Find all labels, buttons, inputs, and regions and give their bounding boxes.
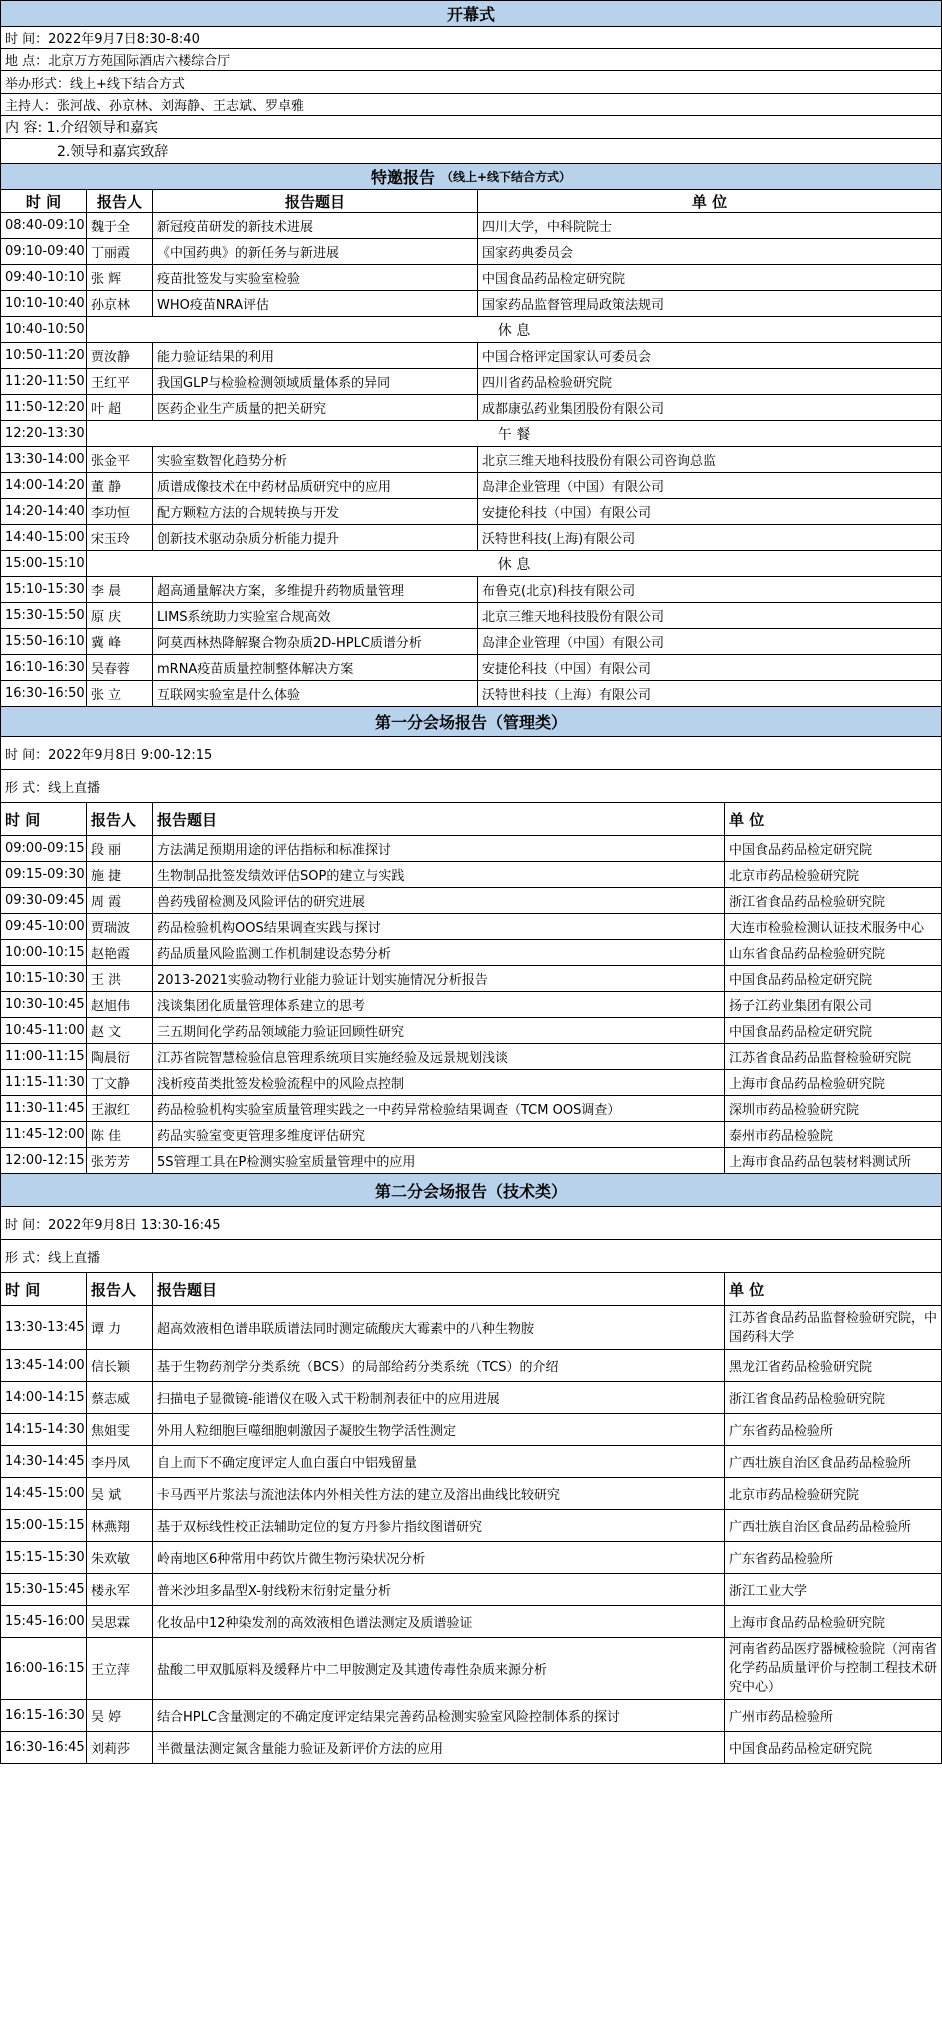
- special-row: [1, 213, 941, 239]
- session2-header-unit: 单 位: [729, 1280, 765, 1299]
- session2-row: [1, 1700, 941, 1732]
- speaker-name: 周 霞: [87, 888, 153, 913]
- report-topic: 江苏省院智慧检验信息管理系统项目实施经验及远景规划浅谈: [153, 1044, 725, 1069]
- speaker-name: 吴 婷: [87, 1700, 153, 1731]
- report-topic: 扫描电子显微镜-能谱仪在吸入式干粉制剂表征中的应用进展: [153, 1382, 725, 1413]
- speaker-unit: 中国食品药品检定研究院: [729, 973, 873, 988]
- special-header-speaker: 报告人: [87, 190, 153, 212]
- speaker-name: 吴春蓉: [87, 655, 153, 680]
- session2-banner-row: [1, 1174, 941, 1207]
- report-topic: 浅析疫苗类批签发检验流程中的风险点控制: [153, 1070, 725, 1095]
- session-time: 15:30-15:50: [1, 603, 87, 628]
- report-topic: LIMS系统助力实验室合规高效: [153, 603, 478, 628]
- speaker-unit: 安捷伦科技（中国）有限公司: [482, 506, 652, 521]
- break-label: 午 餐: [497, 426, 531, 443]
- special-header-row: [1, 190, 941, 213]
- speaker-name: 焦姐雯: [87, 1414, 153, 1445]
- speaker-name: 董 静: [87, 473, 153, 498]
- report-topic: 卡马西平片浆法与流池法体内外相关性方法的建立及溶出曲线比较研究: [153, 1478, 725, 1509]
- speaker-name: 张金平: [87, 447, 153, 472]
- special-rows: [1, 213, 941, 707]
- report-topic: 我国GLP与检验检测领域质量体系的异同: [153, 369, 478, 394]
- session-time: 09:40-10:10: [1, 265, 87, 290]
- session1-row: [1, 1018, 941, 1044]
- special-row: [1, 317, 941, 343]
- special-row: [1, 395, 941, 421]
- speaker-name: 信长颖: [87, 1350, 153, 1381]
- report-topic: 方法满足预期用途的评估指标和标准探讨: [153, 836, 725, 861]
- speaker-name: 丁文静: [87, 1070, 153, 1095]
- speaker-name: 王 洪: [87, 966, 153, 991]
- session1-row: [1, 836, 941, 862]
- session2-rows: [1, 1306, 941, 1764]
- session-time: 12:20-13:30: [1, 421, 87, 446]
- speaker-unit: 岛津企业管理（中国）有限公司: [482, 480, 665, 495]
- speaker-unit: 中国食品药品检定研究院: [729, 843, 873, 858]
- speaker-name: 原 庆: [87, 603, 153, 628]
- special-row: [1, 343, 941, 369]
- speaker-name: 冀 峰: [87, 629, 153, 654]
- session2-header-topic: 报告题目: [153, 1273, 725, 1305]
- session2-title: 第二分会场报告（技术类）: [1, 1174, 941, 1206]
- special-row: [1, 473, 941, 499]
- session-time: 09:30-09:45: [1, 888, 87, 913]
- speaker-unit: 泰州市药品检验院: [729, 1129, 834, 1144]
- opening-content-1: 内 容: 1.介绍领导和嘉宾: [5, 120, 158, 136]
- opening-hosts: 主持人：张河战、孙京林、刘海静、王志斌、罗卓雅: [5, 99, 305, 114]
- session-time: 11:50-12:20: [1, 395, 87, 420]
- speaker-name: 王立萍: [87, 1638, 153, 1699]
- speaker-unit: 中国食品药品检定研究院: [729, 1025, 873, 1040]
- session1-row: [1, 914, 941, 940]
- session-time: 15:50-16:10: [1, 629, 87, 654]
- session-time: 14:00-14:20: [1, 473, 87, 498]
- session-time: 08:40-09:10: [1, 213, 87, 238]
- speaker-name: 孙京林: [87, 291, 153, 316]
- speaker-unit: 大连市检验检测认证技术服务中心: [729, 921, 925, 936]
- speaker-unit: 中国合格评定国家认可委员会: [482, 350, 652, 365]
- session-time: 14:40-15:00: [1, 525, 87, 550]
- opening-place-row: [1, 49, 941, 71]
- speaker-name: 赵旭伟: [87, 992, 153, 1017]
- speaker-unit: 扬子江药业集团有限公司: [729, 999, 873, 1014]
- report-topic: 疫苗批签发与实验室检验: [153, 265, 478, 290]
- session2-row: [1, 1350, 941, 1382]
- speaker-name: 林燕翔: [87, 1510, 153, 1541]
- speaker-name: 段 丽: [87, 836, 153, 861]
- session-time: 16:30-16:45: [1, 1732, 87, 1763]
- session1-header-speaker: 报告人: [87, 803, 153, 835]
- session1-header-topic: 报告题目: [153, 803, 725, 835]
- report-topic: 药品检验机构OOS结果调查实践与探讨: [153, 914, 725, 939]
- session-time: 16:10-16:30: [1, 655, 87, 680]
- session-time: 14:45-15:00: [1, 1478, 87, 1509]
- session2-row: [1, 1732, 941, 1764]
- speaker-name: 蔡志威: [87, 1382, 153, 1413]
- session-time: 10:40-10:50: [1, 317, 87, 342]
- speaker-name: 宋玉玲: [87, 525, 153, 550]
- speaker-name: 刘莉莎: [87, 1732, 153, 1763]
- session1-format-row: [1, 770, 941, 803]
- special-header-topic: 报告题目: [153, 190, 478, 212]
- session-time: 15:15-15:30: [1, 1542, 87, 1573]
- speaker-unit: 浙江省食品药品检验研究院: [729, 895, 886, 910]
- session1-rows: [1, 836, 941, 1174]
- special-row: [1, 629, 941, 655]
- report-topic: 超高通量解决方案，多维提升药物质量管理: [153, 577, 478, 602]
- speaker-name: 王红平: [87, 369, 153, 394]
- report-topic: 药品质量风险监测工作机制建设态势分析: [153, 940, 725, 965]
- speaker-unit: 浙江工业大学: [729, 1584, 808, 1599]
- special-row: [1, 421, 941, 447]
- speaker-unit: 上海市食品药品检验研究院: [729, 1616, 886, 1631]
- special-row: [1, 447, 941, 473]
- session-time: 11:15-11:30: [1, 1070, 87, 1095]
- speaker-unit: 江苏省食品药品监督检验研究院，中国药科大学: [729, 1310, 938, 1345]
- report-topic: 质谱成像技术在中药材品质研究中的应用: [153, 473, 478, 498]
- opening-banner-row: [1, 0, 941, 27]
- session-time: 11:30-11:45: [1, 1096, 87, 1121]
- session-time: 09:00-09:15: [1, 836, 87, 861]
- special-row: [1, 291, 941, 317]
- special-row: [1, 655, 941, 681]
- speaker-name: 叶 超: [87, 395, 153, 420]
- opening-content-row: [1, 116, 941, 139]
- speaker-name: 王淑红: [87, 1096, 153, 1121]
- session1-title: 第一分会场报告（管理类）: [1, 707, 941, 736]
- report-topic: 普米沙坦多晶型X-射线粉末衍射定量分析: [153, 1574, 725, 1605]
- session2-format: 形 式：线上直播: [5, 1250, 101, 1266]
- speaker-unit: 深圳市药品检验研究院: [729, 1103, 860, 1118]
- session-time: 16:30-16:50: [1, 681, 87, 706]
- speaker-unit: 成都康弘药业集团股份有限公司: [482, 402, 665, 417]
- report-topic: 生物制品批签发绩效评估SOP的建立与实践: [153, 862, 725, 887]
- speaker-name: 吴思霖: [87, 1606, 153, 1637]
- speaker-name: 张 辉: [87, 265, 153, 290]
- speaker-unit: 广州市药品检验所: [729, 1710, 834, 1725]
- speaker-name: 陈 佳: [87, 1122, 153, 1147]
- session1-row: [1, 1070, 941, 1096]
- session1-row: [1, 992, 941, 1018]
- session-time: 15:45-16:00: [1, 1606, 87, 1637]
- session-time: 10:15-10:30: [1, 966, 87, 991]
- opening-content-2: 2.领导和嘉宾致辞: [57, 144, 169, 160]
- session1-banner-row: [1, 707, 941, 737]
- speaker-unit: 河南省药品医疗器械检验院（河南省化学药品质量评价与控制工程技术研究中心）: [729, 1642, 938, 1695]
- session1-format: 形 式：线上直播: [5, 780, 101, 796]
- speaker-unit: 沃特世科技(上海)有限公司: [482, 532, 636, 547]
- session-time: 09:15-09:30: [1, 862, 87, 887]
- session-time: 14:30-14:45: [1, 1446, 87, 1477]
- session2-row: [1, 1414, 941, 1446]
- report-topic: 半微量法测定氮含量能力验证及新评价方法的应用: [153, 1732, 725, 1763]
- report-topic: 《中国药典》的新任务与新进展: [153, 239, 478, 264]
- report-topic: 兽药残留检测及风险评估的研究进展: [153, 888, 725, 913]
- session2-header-speaker: 报告人: [87, 1273, 153, 1305]
- special-row: [1, 239, 941, 265]
- report-topic: 超高效液相色谱串联质谱法同时测定硫酸庆大霉素中的八种生物胺: [153, 1306, 725, 1349]
- opening-content-row-2: [1, 139, 941, 164]
- session-time: 15:00-15:10: [1, 551, 87, 576]
- opening-place: 地 点：北京万方苑国际酒店六楼综合厅: [5, 54, 231, 69]
- speaker-unit: 中国食品药品检定研究院: [482, 272, 626, 287]
- session2-row: [1, 1510, 941, 1542]
- speaker-unit: 国家药典委员会: [482, 246, 574, 261]
- session1-row: [1, 966, 941, 992]
- session-time: 15:30-15:45: [1, 1574, 87, 1605]
- session-time: 10:30-10:45: [1, 992, 87, 1017]
- speaker-name: 李丹凤: [87, 1446, 153, 1477]
- session-time: 10:45-11:00: [1, 1018, 87, 1043]
- special-header-time: 时 间: [1, 190, 87, 212]
- session-time: 11:00-11:15: [1, 1044, 87, 1069]
- speaker-name: 谭 力: [87, 1306, 153, 1349]
- speaker-unit: 布鲁克(北京)科技有限公司: [482, 584, 636, 599]
- session2-time-row: [1, 1207, 941, 1240]
- session-time: 14:00-14:15: [1, 1382, 87, 1413]
- speaker-name: 魏于全: [87, 213, 153, 238]
- session1-row: [1, 1122, 941, 1148]
- session2-row: [1, 1606, 941, 1638]
- session1-header-unit: 单 位: [729, 810, 765, 829]
- session1-header-time: 时 间: [1, 803, 87, 835]
- speaker-unit: 广西壮族自治区食品药品检验所: [729, 1520, 912, 1535]
- speaker-unit: 安捷伦科技（中国）有限公司: [482, 662, 652, 677]
- special-title: 特邀报告: [370, 168, 435, 187]
- report-topic: 5S管理工具在P检测实验室质量管理中的应用: [153, 1148, 725, 1173]
- report-topic: 外用人粒细胞巨噬细胞刺激因子凝胶生物学活性测定: [153, 1414, 725, 1445]
- special-subtitle: （线上+线下结合方式）: [440, 170, 572, 184]
- report-topic: 能力验证结果的利用: [153, 343, 478, 368]
- special-banner: [1, 164, 941, 189]
- report-topic: 阿莫西林热降解聚合物杂质2D-HPLC质谱分析: [153, 629, 478, 654]
- speaker-unit: 山东省食品药品检验研究院: [729, 947, 886, 962]
- session-time: 09:10-09:40: [1, 239, 87, 264]
- speaker-name: 贾瑞波: [87, 914, 153, 939]
- speaker-unit: 岛津企业管理（中国）有限公司: [482, 636, 665, 651]
- report-topic: 互联网实验室是什么体验: [153, 681, 478, 706]
- session2-row: [1, 1446, 941, 1478]
- speaker-unit: 广东省药品检验所: [729, 1424, 834, 1439]
- report-topic: 浅谈集团化质量管理体系建立的思考: [153, 992, 725, 1017]
- session-time: 14:20-14:40: [1, 499, 87, 524]
- speaker-unit: 黑龙江省药品检验研究院: [729, 1360, 873, 1375]
- speaker-name: 施 捷: [87, 862, 153, 887]
- special-row: [1, 369, 941, 395]
- session1-row: [1, 1096, 941, 1122]
- report-topic: 基于生物药剂学分类系统（BCS）的局部给药分类系统（TCS）的介绍: [153, 1350, 725, 1381]
- speaker-unit: 沃特世科技（上海）有限公司: [482, 688, 652, 703]
- speaker-unit: 国家药品监督管理局政策法规司: [482, 298, 665, 313]
- session-time: 16:00-16:15: [1, 1638, 87, 1699]
- speaker-name: 丁丽霞: [87, 239, 153, 264]
- speaker-name: 赵 文: [87, 1018, 153, 1043]
- speaker-unit: 广西壮族自治区食品药品检验所: [729, 1456, 912, 1471]
- report-topic: 盐酸二甲双胍原料及缓释片中二甲胺测定及其遗传毒性杂质来源分析: [153, 1638, 725, 1699]
- session1-row: [1, 940, 941, 966]
- session-time: 16:15-16:30: [1, 1700, 87, 1731]
- report-topic: 药品检验机构实验室质量管理实践之一中药异常检验结果调查（TCM OOS调查）: [153, 1096, 725, 1121]
- speaker-name: 陶晨衍: [87, 1044, 153, 1069]
- session-time: 13:45-14:00: [1, 1350, 87, 1381]
- break-label: 休 息: [497, 556, 531, 573]
- session-time: 15:00-15:15: [1, 1510, 87, 1541]
- special-row: [1, 603, 941, 629]
- speaker-name: 贾汝静: [87, 343, 153, 368]
- session-time: 09:45-10:00: [1, 914, 87, 939]
- speaker-unit: 广东省药品检验所: [729, 1552, 834, 1567]
- report-topic: mRNA疫苗质量控制整体解决方案: [153, 655, 478, 680]
- special-banner-row: [1, 164, 941, 190]
- report-topic: 三五期间化学药品领域能力验证回顾性研究: [153, 1018, 725, 1043]
- session-time: 11:20-11:50: [1, 369, 87, 394]
- opening-format-row: [1, 71, 941, 94]
- session-time: 14:15-14:30: [1, 1414, 87, 1445]
- session2-row: [1, 1542, 941, 1574]
- session2-row: [1, 1478, 941, 1510]
- speaker-name: 张芳芳: [87, 1148, 153, 1173]
- speaker-unit: 上海市食品药品包装材料测试所: [729, 1155, 912, 1170]
- report-topic: 化妆品中12种染发剂的高效液相色谱法测定及质谱验证: [153, 1606, 725, 1637]
- session1-time: 时 间：2022年9月8日 9:00-12:15: [5, 747, 213, 763]
- session-time: 10:50-11:20: [1, 343, 87, 368]
- report-topic: WHO疫苗NRA评估: [153, 291, 478, 316]
- special-row: [1, 265, 941, 291]
- session1-row: [1, 888, 941, 914]
- session1-header-row: [1, 803, 941, 836]
- speaker-name: 张 立: [87, 681, 153, 706]
- break-label: 休 息: [497, 322, 531, 339]
- special-row: [1, 525, 941, 551]
- speaker-name: 朱欢敏: [87, 1542, 153, 1573]
- report-topic: 岭南地区6种常用中药饮片微生物污染状况分析: [153, 1542, 725, 1573]
- speaker-unit: 中国食品药品检定研究院: [729, 1742, 873, 1757]
- session-time: 10:00-10:15: [1, 940, 87, 965]
- session2-format-row: [1, 1240, 941, 1273]
- report-topic: 新冠疫苗研发的新技术进展: [153, 213, 478, 238]
- session2-row: [1, 1638, 941, 1700]
- report-topic: 2013-2021实验动物行业能力验证计划实施情况分析报告: [153, 966, 725, 991]
- session2-time: 时 间：2022年9月8日 13:30-16:45: [5, 1217, 221, 1233]
- speaker-unit: 北京市药品检验研究院: [729, 1488, 860, 1503]
- speaker-name: 李功恒: [87, 499, 153, 524]
- session1-time-row: [1, 737, 941, 770]
- session2-header-time: 时 间: [1, 1273, 87, 1305]
- speaker-unit: 四川大学，中科院院士: [482, 220, 613, 235]
- session-time: 15:10-15:30: [1, 577, 87, 602]
- session1-row: [1, 1148, 941, 1174]
- report-topic: 药品实验室变更管理多维度评估研究: [153, 1122, 725, 1147]
- speaker-unit: 四川省药品检验研究院: [482, 376, 613, 391]
- report-topic: 自上而下不确定度评定人血白蛋白中铝残留量: [153, 1446, 725, 1477]
- report-topic: 创新技术驱动杂质分析能力提升: [153, 525, 478, 550]
- opening-format: 举办形式：线上+线下结合方式: [5, 76, 185, 92]
- session-time: 10:10-10:40: [1, 291, 87, 316]
- special-row: [1, 551, 941, 577]
- session-time: 11:45-12:00: [1, 1122, 87, 1147]
- special-row: [1, 681, 941, 707]
- speaker-name: 李 晨: [87, 577, 153, 602]
- session2-row: [1, 1306, 941, 1350]
- report-topic: 结合HPLC含量测定的不确定度评定结果完善药品检测实验室风险控制体系的探讨: [153, 1700, 725, 1731]
- speaker-unit: 北京三维天地科技股份有限公司: [482, 610, 665, 625]
- session1-row: [1, 862, 941, 888]
- special-row: [1, 499, 941, 525]
- opening-time-row: [1, 27, 941, 49]
- speaker-unit: 浙江省食品药品检验研究院: [729, 1392, 886, 1407]
- report-topic: 基于双标线性校正法辅助定位的复方丹参片指纹图谱研究: [153, 1510, 725, 1541]
- session2-header-row: [1, 1273, 941, 1306]
- speaker-name: 赵艳霞: [87, 940, 153, 965]
- speaker-name: 楼永军: [87, 1574, 153, 1605]
- opening-time: 时 间：2022年9月7日8:30-8:40: [5, 32, 200, 47]
- opening-hosts-row: [1, 94, 941, 116]
- session-time: 13:30-13:45: [1, 1306, 87, 1349]
- session-time: 12:00-12:15: [1, 1148, 87, 1173]
- speaker-unit: 北京三维天地科技股份有限公司咨询总监: [482, 454, 717, 469]
- session2-row: [1, 1382, 941, 1414]
- speaker-name: 吴 斌: [87, 1478, 153, 1509]
- session-time: 13:30-14:00: [1, 447, 87, 472]
- special-header-unit: 单 位: [691, 192, 728, 211]
- speaker-unit: 上海市食品药品检验研究院: [729, 1077, 886, 1092]
- opening-title: 开幕式: [1, 1, 941, 26]
- special-row: [1, 577, 941, 603]
- session2-row: [1, 1574, 941, 1606]
- speaker-unit: 江苏省食品药品监督检验研究院: [729, 1051, 912, 1066]
- report-topic: 配方颗粒方法的合规转换与开发: [153, 499, 478, 524]
- report-topic: 实验室数智化趋势分析: [153, 447, 478, 472]
- speaker-unit: 北京市药品检验研究院: [729, 869, 860, 884]
- session1-row: [1, 1044, 941, 1070]
- report-topic: 医药企业生产质量的把关研究: [153, 395, 478, 420]
